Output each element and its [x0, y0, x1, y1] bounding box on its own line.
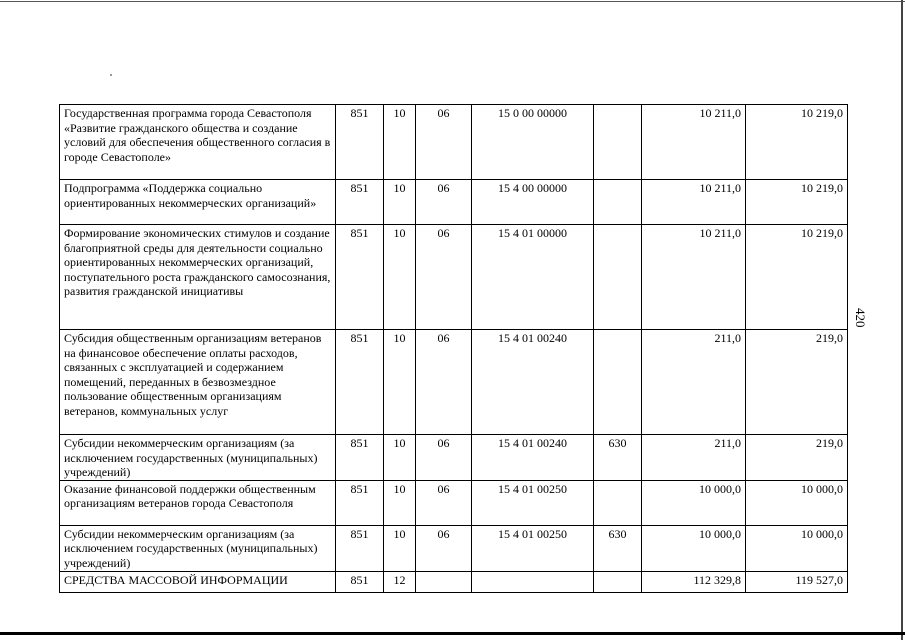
row-vr [594, 330, 642, 435]
row-name: Субсидия общественным организациям ветеранов на финансовое обеспечение оплаты расходов, связанных с эксплуатацией и содержанием помещений, переданных в безвозмездное пользование общественным организациям ветеранов, коммунальных услуг [60, 330, 336, 435]
row-ved: 851 [336, 435, 384, 481]
row-vr [594, 225, 642, 330]
row-sum-2: 10 219,0 [746, 105, 848, 180]
row-pr: 06 [416, 525, 472, 571]
row-name: Подпрограмма «Поддержка социально ориентированных некоммерческих организаций» [60, 180, 336, 225]
table-row [60, 225, 848, 330]
row-sum-2: 219,0 [746, 330, 848, 435]
row-vr [594, 180, 642, 225]
row-ved: 851 [336, 571, 384, 592]
row-vr [594, 571, 642, 592]
row-ved: 851 [336, 105, 384, 180]
row-ved: 851 [336, 480, 384, 525]
row-vr [594, 480, 642, 525]
table-row [60, 480, 848, 525]
row-sum-1: 10 000,0 [642, 480, 746, 525]
row-pr [416, 571, 472, 592]
row-csr: 15 4 01 00250 [472, 480, 594, 525]
row-csr: 15 4 01 00240 [472, 330, 594, 435]
row-name: СРЕДСТВА МАССОВОЙ ИНФОРМАЦИИ [60, 571, 336, 592]
row-rz: 10 [384, 105, 416, 180]
row-ved: 851 [336, 180, 384, 225]
table-row [60, 435, 848, 481]
table-row [60, 330, 848, 435]
row-vr: 630 [594, 435, 642, 481]
budget-table [59, 104, 848, 593]
row-sum-1: 211,0 [642, 330, 746, 435]
row-name: Субсидии некоммерческим организациям (за исключением государственных (муниципальных) учреждений) [60, 435, 336, 481]
page-bottom-edge [0, 632, 905, 635]
row-name: Государственная программа города Севастополя «Развитие гражданского общества и создание условий для обеспечения общественного согласия в городе Севастополе» [60, 105, 336, 180]
row-sum-2: 10 219,0 [746, 180, 848, 225]
table-row [60, 525, 848, 571]
row-rz: 10 [384, 180, 416, 225]
row-vr: 630 [594, 525, 642, 571]
row-sum-1: 10 000,0 [642, 525, 746, 571]
row-sum-2: 10 219,0 [746, 225, 848, 330]
page-number: 420 [853, 308, 868, 328]
row-csr: 15 4 00 00000 [472, 180, 594, 225]
row-rz: 10 [384, 525, 416, 571]
row-name: Формирование экономических стимулов и создание благоприятной среды для деятельности социально ориентированных некоммерческих организаций, поступательного роста гражданского самосознания, развития гражданской инициативы [60, 225, 336, 330]
table-row [60, 571, 848, 592]
row-rz: 10 [384, 435, 416, 481]
row-rz: 10 [384, 225, 416, 330]
page-top-edge [0, 1, 905, 2]
row-name: Субсидии некоммерческим организациям (за исключением государственных (муниципальных) учреждений) [60, 525, 336, 571]
row-csr: 15 4 01 00240 [472, 435, 594, 481]
row-sum-2: 10 000,0 [746, 480, 848, 525]
table-row [60, 180, 848, 225]
row-rz: 10 [384, 330, 416, 435]
table-row [60, 105, 848, 180]
row-pr: 06 [416, 330, 472, 435]
row-rz: 12 [384, 571, 416, 592]
row-pr: 06 [416, 435, 472, 481]
row-vr [594, 105, 642, 180]
page-right-edge [901, 0, 903, 640]
row-sum-2: 119 527,0 [746, 571, 848, 592]
row-ved: 851 [336, 525, 384, 571]
row-sum-1: 112 329,8 [642, 571, 746, 592]
row-pr: 06 [416, 480, 472, 525]
scan-speck [110, 74, 112, 76]
row-csr: 15 4 01 00000 [472, 225, 594, 330]
row-pr: 06 [416, 105, 472, 180]
row-sum-1: 211,0 [642, 435, 746, 481]
row-pr: 06 [416, 180, 472, 225]
row-sum-1: 10 211,0 [642, 225, 746, 330]
row-ved: 851 [336, 330, 384, 435]
row-name: Оказание финансовой поддержки общественным организациям ветеранов города Севастополя [60, 480, 336, 525]
row-sum-1: 10 211,0 [642, 180, 746, 225]
row-csr: 15 4 01 00250 [472, 525, 594, 571]
row-csr [472, 571, 594, 592]
row-ved: 851 [336, 225, 384, 330]
row-sum-1: 10 211,0 [642, 105, 746, 180]
row-csr: 15 0 00 00000 [472, 105, 594, 180]
row-sum-2: 219,0 [746, 435, 848, 481]
row-rz: 10 [384, 480, 416, 525]
row-sum-2: 10 000,0 [746, 525, 848, 571]
row-pr: 06 [416, 225, 472, 330]
